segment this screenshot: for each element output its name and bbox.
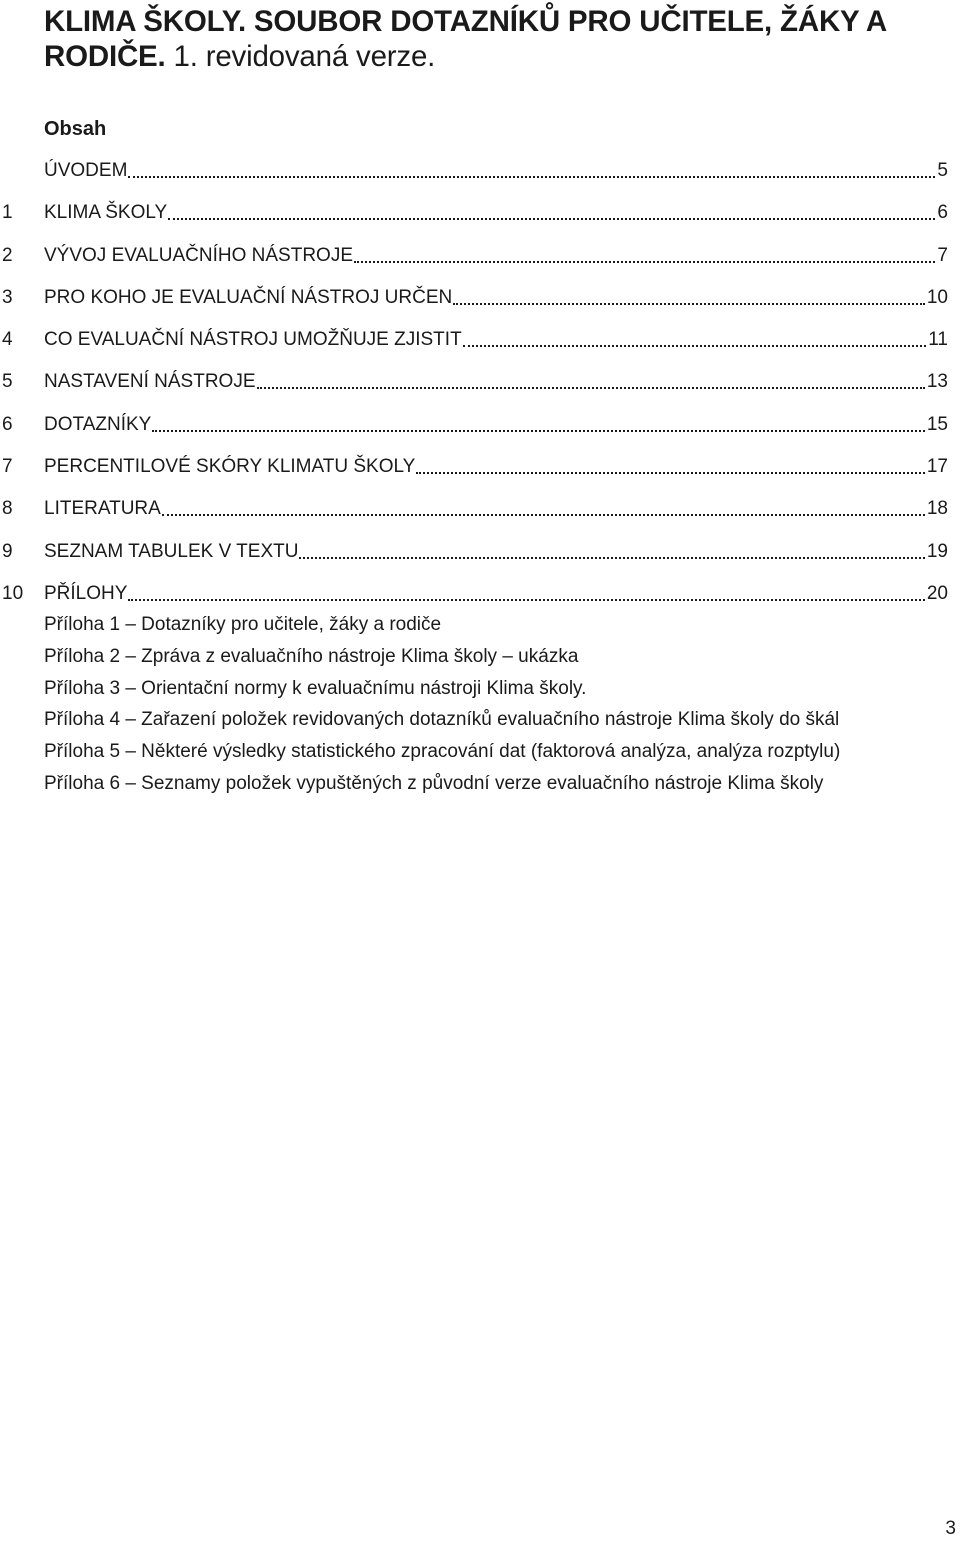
toc-title: LITERATURA xyxy=(44,498,161,520)
title-version: 1. revidovaná verze. xyxy=(173,40,436,73)
toc-page-number: 18 xyxy=(926,498,948,520)
toc-page-number: 19 xyxy=(926,540,948,562)
toc-page-number: 7 xyxy=(937,244,948,266)
toc-title: ÚVODEM xyxy=(44,160,128,181)
toc-entry[interactable] xyxy=(0,496,948,538)
toc-page-number: 15 xyxy=(926,413,948,435)
toc-title: PŘÍLOHY xyxy=(44,582,128,604)
toc-number: 9 xyxy=(2,540,13,562)
table-of-contents xyxy=(0,158,948,623)
title-main: KLIMA ŠKOLY. SOUBOR DOTAZNÍKŮ PRO UČITELE, ŽÁKY A RODIČE. xyxy=(44,5,886,73)
toc-leader-dots xyxy=(453,303,925,305)
appendix-list xyxy=(44,612,944,803)
toc-number: 6 xyxy=(2,413,13,435)
toc-entry[interactable] xyxy=(0,285,948,327)
toc-page-number: 11 xyxy=(928,329,948,351)
toc-page-number: 6 xyxy=(937,202,948,224)
toc-leader-dots xyxy=(299,557,924,559)
appendix-item[interactable]: Příloha 3 – Orientační normy k evaluačnímu nástroji Klima školy. xyxy=(44,677,587,699)
toc-leader-dots xyxy=(257,387,925,389)
toc-number: 2 xyxy=(2,244,13,266)
toc-title: PERCENTILOVÉ SKÓRY KLIMATU ŠKOLY xyxy=(44,456,416,478)
toc-entry[interactable] xyxy=(0,200,948,242)
toc-page-number: 17 xyxy=(926,456,948,478)
toc-title: NASTAVENÍ NÁSTROJE xyxy=(44,371,256,393)
toc-number: 1 xyxy=(2,202,13,224)
page-number: 3 xyxy=(945,1518,956,1539)
appendix-item[interactable]: Příloha 2 – Zpráva z evaluačního nástroje Klima školy – ukázka xyxy=(44,645,579,667)
toc-entry[interactable] xyxy=(0,158,948,200)
toc-leader-dots xyxy=(152,430,925,432)
appendix-item[interactable]: Příloha 1 – Dotazníky pro učitele, žáky a rodiče xyxy=(44,614,442,635)
toc-leader-dots xyxy=(128,599,924,601)
toc-number: 7 xyxy=(2,456,13,478)
toc-leader-dots xyxy=(354,261,935,263)
toc-leader-dots xyxy=(162,514,925,516)
toc-leader-dots xyxy=(168,218,935,220)
toc-entry[interactable] xyxy=(0,369,948,411)
toc-leader-dots xyxy=(128,176,935,178)
toc-number: 3 xyxy=(2,286,13,308)
toc-page-number: 13 xyxy=(926,371,948,393)
toc-title: KLIMA ŠKOLY xyxy=(44,202,168,224)
toc-title: PRO KOHO JE EVALUAČNÍ NÁSTROJ URČEN xyxy=(44,286,453,308)
toc-title: DOTAZNÍKY xyxy=(44,413,152,435)
toc-number: 8 xyxy=(2,498,13,520)
appendix-item[interactable]: Příloha 4 – Zařazení položek revidovaných dotazníků evaluačního nástroje Klima školy do škál xyxy=(44,709,840,731)
toc-title: VÝVOJ EVALUAČNÍHO NÁSTROJE xyxy=(44,244,353,266)
toc-title: SEZNAM TABULEK V TEXTU xyxy=(44,540,299,562)
toc-number: 5 xyxy=(2,371,13,393)
toc-number: 10 xyxy=(2,582,24,604)
toc-number: 4 xyxy=(2,329,13,351)
toc-page-number: 20 xyxy=(926,582,948,604)
appendix-item[interactable]: Příloha 5 – Některé výsledky statistického zpracování dat (faktorová analýza, analýza rozptylu) xyxy=(44,741,841,763)
toc-title: CO EVALUAČNÍ NÁSTROJ UMOŽŇUJE ZJISTIT xyxy=(44,329,462,351)
toc-page-number: 10 xyxy=(926,286,948,308)
toc-leader-dots xyxy=(416,472,925,474)
toc-entry[interactable] xyxy=(0,327,948,369)
appendix-item[interactable]: Příloha 6 – Seznamy položek vypuštěných z původní verze evaluačního nástroje Klima školy xyxy=(44,772,824,794)
contents-heading: Obsah xyxy=(44,118,107,140)
toc-entry[interactable] xyxy=(0,412,948,454)
toc-entry[interactable] xyxy=(0,454,948,496)
toc-page-number: 5 xyxy=(937,160,948,181)
document-title xyxy=(44,4,924,74)
toc-leader-dots xyxy=(463,345,927,347)
toc-entry[interactable] xyxy=(0,539,948,581)
toc-entry[interactable] xyxy=(0,243,948,285)
